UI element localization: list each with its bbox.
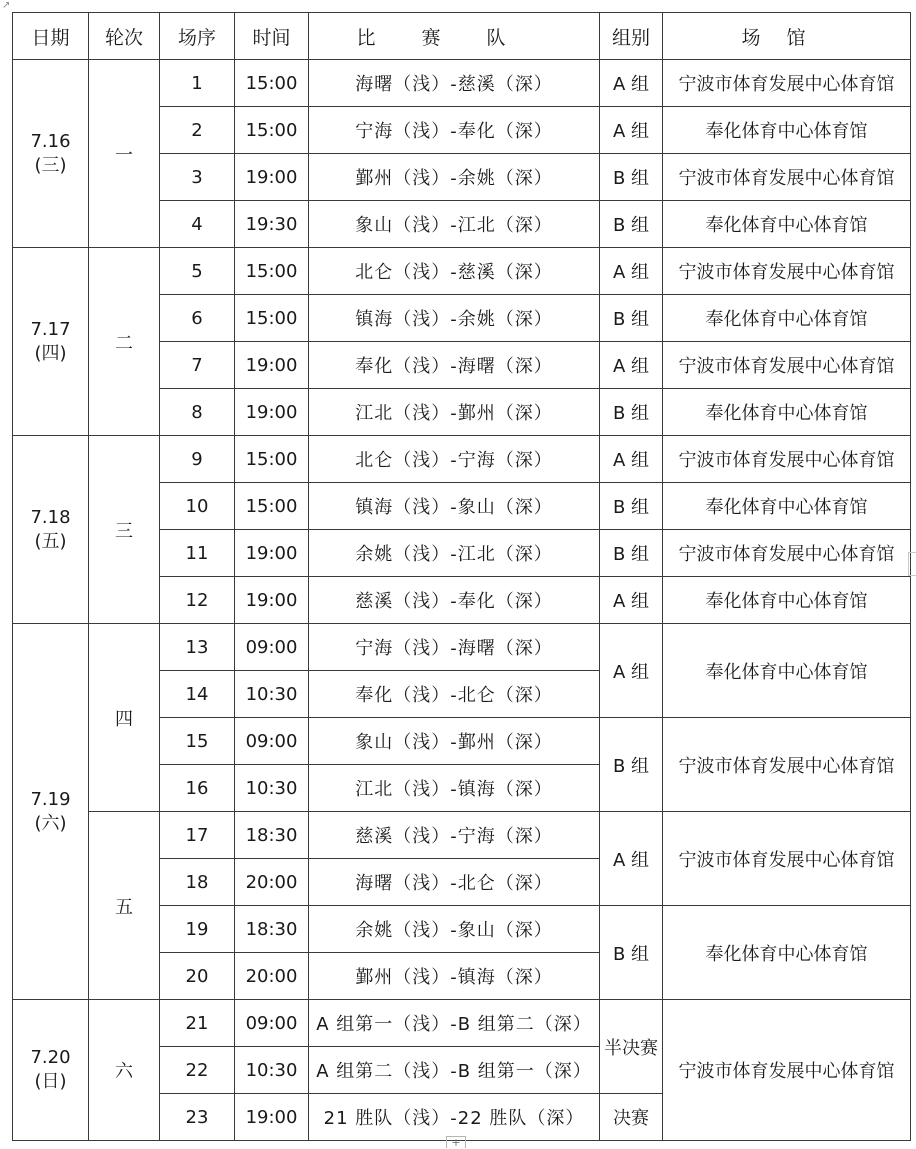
match-no-cell: 22 — [160, 1047, 235, 1094]
date-weekday: (六) — [34, 812, 67, 834]
header-row — [13, 13, 911, 60]
teams-cell: 北仑（浅）-宁海（深） — [309, 436, 600, 483]
venue-cell: 奉化体育中心体育馆 — [663, 107, 911, 154]
time-cell: 15:00 — [235, 295, 309, 342]
teams-cell: 余姚（浅）-江北（深） — [309, 530, 600, 577]
match-no-cell: 16 — [160, 765, 235, 812]
time-cell: 19:00 — [235, 342, 309, 389]
teams-cell: 象山（浅）-江北（深） — [309, 201, 600, 248]
teams-cell: 奉化（浅）-北仑（深） — [309, 671, 600, 718]
teams-cell: 慈溪（浅）-奉化（深） — [309, 577, 600, 624]
group-cell: B 组 — [600, 201, 663, 248]
group-cell: 决赛 — [600, 1094, 663, 1141]
time-cell: 10:30 — [235, 765, 309, 812]
time-cell: 18:30 — [235, 812, 309, 859]
match-no-cell: 23 — [160, 1094, 235, 1141]
time-cell: 15:00 — [235, 483, 309, 530]
match-no-cell: 17 — [160, 812, 235, 859]
table-row — [13, 624, 911, 671]
match-no-cell: 5 — [160, 248, 235, 295]
header-time: 时间 — [235, 13, 309, 60]
group-cell: A 组 — [600, 342, 663, 389]
venue-cell: 宁波市体育发展中心体育馆 — [663, 812, 911, 906]
round-cell: 三 — [89, 436, 160, 624]
match-no-cell: 20 — [160, 953, 235, 1000]
time-cell: 19:30 — [235, 201, 309, 248]
time-cell: 15:00 — [235, 248, 309, 295]
side-handle-icon — [908, 552, 916, 576]
time-cell: 10:30 — [235, 671, 309, 718]
venue-cell: 奉化体育中心体育馆 — [663, 389, 911, 436]
date-month-day: 7.16 — [30, 130, 71, 152]
venue-cell: 宁波市体育发展中心体育馆 — [663, 60, 911, 107]
time-cell: 19:00 — [235, 389, 309, 436]
match-no-cell: 8 — [160, 389, 235, 436]
group-cell: B 组 — [600, 295, 663, 342]
time-cell: 09:00 — [235, 624, 309, 671]
time-cell: 09:00 — [235, 718, 309, 765]
date-weekday: (日) — [34, 1071, 67, 1092]
teams-cell: 江北（浅）-镇海（深） — [309, 765, 600, 812]
teams-cell: 奉化（浅）-海曙（深） — [309, 342, 600, 389]
venue-cell: 奉化体育中心体育馆 — [663, 201, 911, 248]
date-cell — [13, 436, 89, 624]
date-month-day: 7.18 — [30, 506, 71, 528]
date-weekday: (四) — [34, 342, 67, 364]
teams-cell: 海曙（浅）-慈溪（深） — [309, 60, 600, 107]
match-no-cell: 10 — [160, 483, 235, 530]
venue-cell: 奉化体育中心体育馆 — [663, 577, 911, 624]
match-no-cell: 7 — [160, 342, 235, 389]
venue-cell: 奉化体育中心体育馆 — [663, 295, 911, 342]
teams-cell: 21 胜队（浅）-22 胜队（深） — [309, 1094, 600, 1141]
date-cell — [13, 60, 89, 248]
schedule-table — [12, 12, 911, 1141]
round-cell: 一 — [89, 60, 160, 248]
teams-cell: 镇海（浅）-象山（深） — [309, 483, 600, 530]
teams-cell: 宁海（浅）-奉化（深） — [309, 107, 600, 154]
venue-cell: 奉化体育中心体育馆 — [663, 906, 911, 1000]
time-cell: 09:00 — [235, 1000, 309, 1047]
round-cell: 六 — [89, 1000, 160, 1141]
group-cell: B 组 — [600, 389, 663, 436]
round-cell: 四 — [89, 624, 160, 812]
teams-cell: 余姚（浅）-象山（深） — [309, 906, 600, 953]
time-cell: 15:00 — [235, 107, 309, 154]
date-month-day: 7.17 — [30, 318, 71, 340]
venue-cell: 奉化体育中心体育馆 — [663, 624, 911, 718]
match-no-cell: 12 — [160, 577, 235, 624]
table-row — [13, 436, 911, 483]
date-month-day: 7.19 — [30, 788, 71, 810]
group-cell: B 组 — [600, 906, 663, 1000]
match-no-cell: 18 — [160, 859, 235, 906]
group-cell: A 组 — [600, 812, 663, 906]
venue-cell: 宁波市体育发展中心体育馆 — [663, 718, 911, 812]
teams-cell: 鄞州（浅）-镇海（深） — [309, 953, 600, 1000]
date-cell — [13, 624, 89, 1000]
header-round: 轮次 — [89, 13, 160, 60]
time-cell: 20:00 — [235, 859, 309, 906]
header-match-no: 场序 — [160, 13, 235, 60]
match-no-cell: 4 — [160, 201, 235, 248]
group-cell: B 组 — [600, 154, 663, 201]
teams-cell: 江北（浅）-鄞州（深） — [309, 389, 600, 436]
date-month-day: 7.20 — [30, 1047, 71, 1068]
teams-cell: 海曙（浅）-北仑（深） — [309, 859, 600, 906]
match-no-cell: 6 — [160, 295, 235, 342]
venue-cell: 宁波市体育发展中心体育馆 — [663, 248, 911, 295]
group-cell: B 组 — [600, 530, 663, 577]
group-cell: B 组 — [600, 718, 663, 812]
venue-cell: 宁波市体育发展中心体育馆 — [663, 436, 911, 483]
match-no-cell: 2 — [160, 107, 235, 154]
match-no-cell: 13 — [160, 624, 235, 671]
group-cell: A 组 — [600, 60, 663, 107]
table-row — [13, 248, 911, 295]
teams-cell: A 组第一（浅）-B 组第二（深） — [309, 1000, 600, 1047]
group-cell: B 组 — [600, 483, 663, 530]
venue-cell: 宁波市体育发展中心体育馆 — [663, 154, 911, 201]
match-no-cell: 11 — [160, 530, 235, 577]
time-cell: 19:00 — [235, 530, 309, 577]
match-no-cell: 14 — [160, 671, 235, 718]
match-no-cell: 21 — [160, 1000, 235, 1047]
round-cell: 五 — [89, 812, 160, 1000]
table-row — [13, 1000, 911, 1047]
group-cell: A 组 — [600, 577, 663, 624]
time-cell: 19:00 — [235, 154, 309, 201]
date-weekday: (五) — [34, 530, 67, 552]
teams-cell: 鄞州（浅）-余姚（深） — [309, 154, 600, 201]
date-cell — [13, 1000, 89, 1141]
date-cell — [13, 248, 89, 436]
venue-cell: 宁波市体育发展中心体育馆 — [663, 342, 911, 389]
time-cell: 15:00 — [235, 60, 309, 107]
group-cell: A 组 — [600, 107, 663, 154]
venue-cell: 奉化体育中心体育馆 — [663, 483, 911, 530]
teams-cell: 北仑（浅）-慈溪（深） — [309, 248, 600, 295]
group-cell: A 组 — [600, 436, 663, 483]
match-no-cell: 9 — [160, 436, 235, 483]
teams-cell: 宁海（浅）-海曙（深） — [309, 624, 600, 671]
round-cell: 二 — [89, 248, 160, 436]
header-venue: 场馆 — [663, 13, 911, 60]
match-no-cell: 1 — [160, 60, 235, 107]
match-no-cell: 3 — [160, 154, 235, 201]
group-cell: 半决赛 — [600, 1000, 663, 1094]
time-cell: 18:30 — [235, 906, 309, 953]
time-cell: 19:00 — [235, 1094, 309, 1141]
group-cell: A 组 — [600, 248, 663, 295]
header-date: 日期 — [13, 13, 89, 60]
venue-cell: 宁波市体育发展中心体育馆 — [663, 530, 911, 577]
add-row-icon[interactable]: + — [446, 1136, 466, 1148]
match-no-cell: 19 — [160, 906, 235, 953]
teams-cell: A 组第二（浅）-B 组第一（深） — [309, 1047, 600, 1094]
header-group: 组别 — [600, 13, 663, 60]
group-cell: A 组 — [600, 624, 663, 718]
table-row — [13, 812, 911, 859]
time-cell: 15:00 — [235, 436, 309, 483]
venue-cell: 宁波市体育发展中心体育馆 — [663, 1000, 911, 1141]
date-weekday: (三) — [34, 154, 67, 176]
time-cell: 19:00 — [235, 577, 309, 624]
corner-marker-icon: ↗ — [2, 0, 11, 11]
table-row — [13, 60, 911, 107]
time-cell: 20:00 — [235, 953, 309, 1000]
teams-cell: 象山（浅）-鄞州（深） — [309, 718, 600, 765]
teams-cell: 镇海（浅）-余姚（深） — [309, 295, 600, 342]
teams-cell: 慈溪（浅）-宁海（深） — [309, 812, 600, 859]
time-cell: 10:30 — [235, 1047, 309, 1094]
header-teams: 比赛队 — [309, 13, 600, 60]
match-no-cell: 15 — [160, 718, 235, 765]
